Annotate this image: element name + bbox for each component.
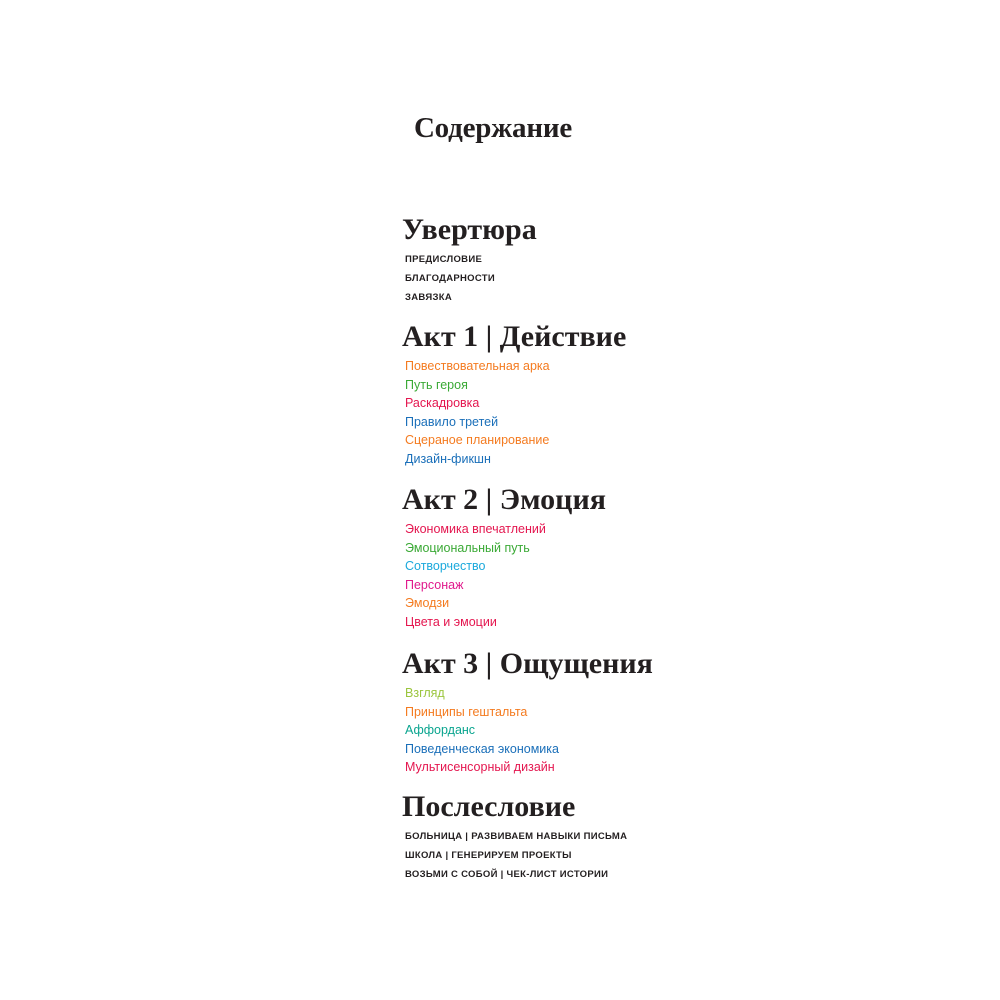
toc-item: Экономика впечатлений bbox=[405, 522, 546, 536]
toc-item: Эмодзи bbox=[405, 596, 450, 611]
section-title: Акт 1 | Действие bbox=[402, 320, 627, 353]
toc-item: Правило третей bbox=[405, 414, 499, 429]
section-items bbox=[405, 250, 495, 307]
toc-item: Мультисенсорный дизайн bbox=[405, 760, 555, 775]
section-title: Акт 2 | Эмоция bbox=[402, 483, 606, 516]
toc-item: ШКОЛА | ГЕНЕРИРУЕМ ПРОЕКТЫ bbox=[405, 850, 572, 861]
section-title: Акт 3 | Ощущения bbox=[402, 647, 653, 680]
section-items bbox=[405, 684, 559, 777]
section-items bbox=[405, 520, 546, 632]
section-items bbox=[405, 357, 550, 469]
toc-item: Эмоциональный путь bbox=[405, 540, 530, 555]
toc-item: Аффорданс bbox=[405, 723, 476, 738]
toc-item: Сотворчество bbox=[405, 559, 486, 574]
section-title: Послесловие bbox=[402, 790, 576, 823]
section-title: Увертюра bbox=[402, 213, 537, 246]
toc-item: Дизайн-фикшн bbox=[405, 451, 491, 466]
toc-item: БЛАГОДАРНОСТИ bbox=[405, 273, 496, 284]
toc-item: Принципы гештальта bbox=[405, 704, 528, 719]
toc-item: Раскадровка bbox=[405, 396, 480, 411]
toc-item: Повествовательная арка bbox=[405, 359, 550, 373]
toc-item: БОЛЬНИЦА | РАЗВИВАЕМ НАВЫКИ ПИСЬМА bbox=[405, 831, 628, 842]
toc-item: Поведенческая экономика bbox=[405, 741, 559, 756]
toc-item: Цвета и эмоции bbox=[405, 614, 497, 629]
toc-item: ВОЗЬМИ С СОБОЙ | ЧЕК-ЛИСТ ИСТОРИИ bbox=[405, 869, 609, 880]
page-title: Содержание bbox=[413, 112, 573, 144]
toc-item: ЗАВЯЗКА bbox=[405, 292, 452, 303]
toc-item: Персонаж bbox=[405, 577, 464, 592]
toc-item: Путь героя bbox=[405, 377, 468, 392]
toc-item: Взгляд bbox=[405, 686, 445, 700]
toc-item: ПРЕДИСЛОВИЕ bbox=[405, 254, 483, 265]
section-items bbox=[405, 827, 627, 884]
toc-item: Сцераное планирование bbox=[405, 433, 550, 448]
